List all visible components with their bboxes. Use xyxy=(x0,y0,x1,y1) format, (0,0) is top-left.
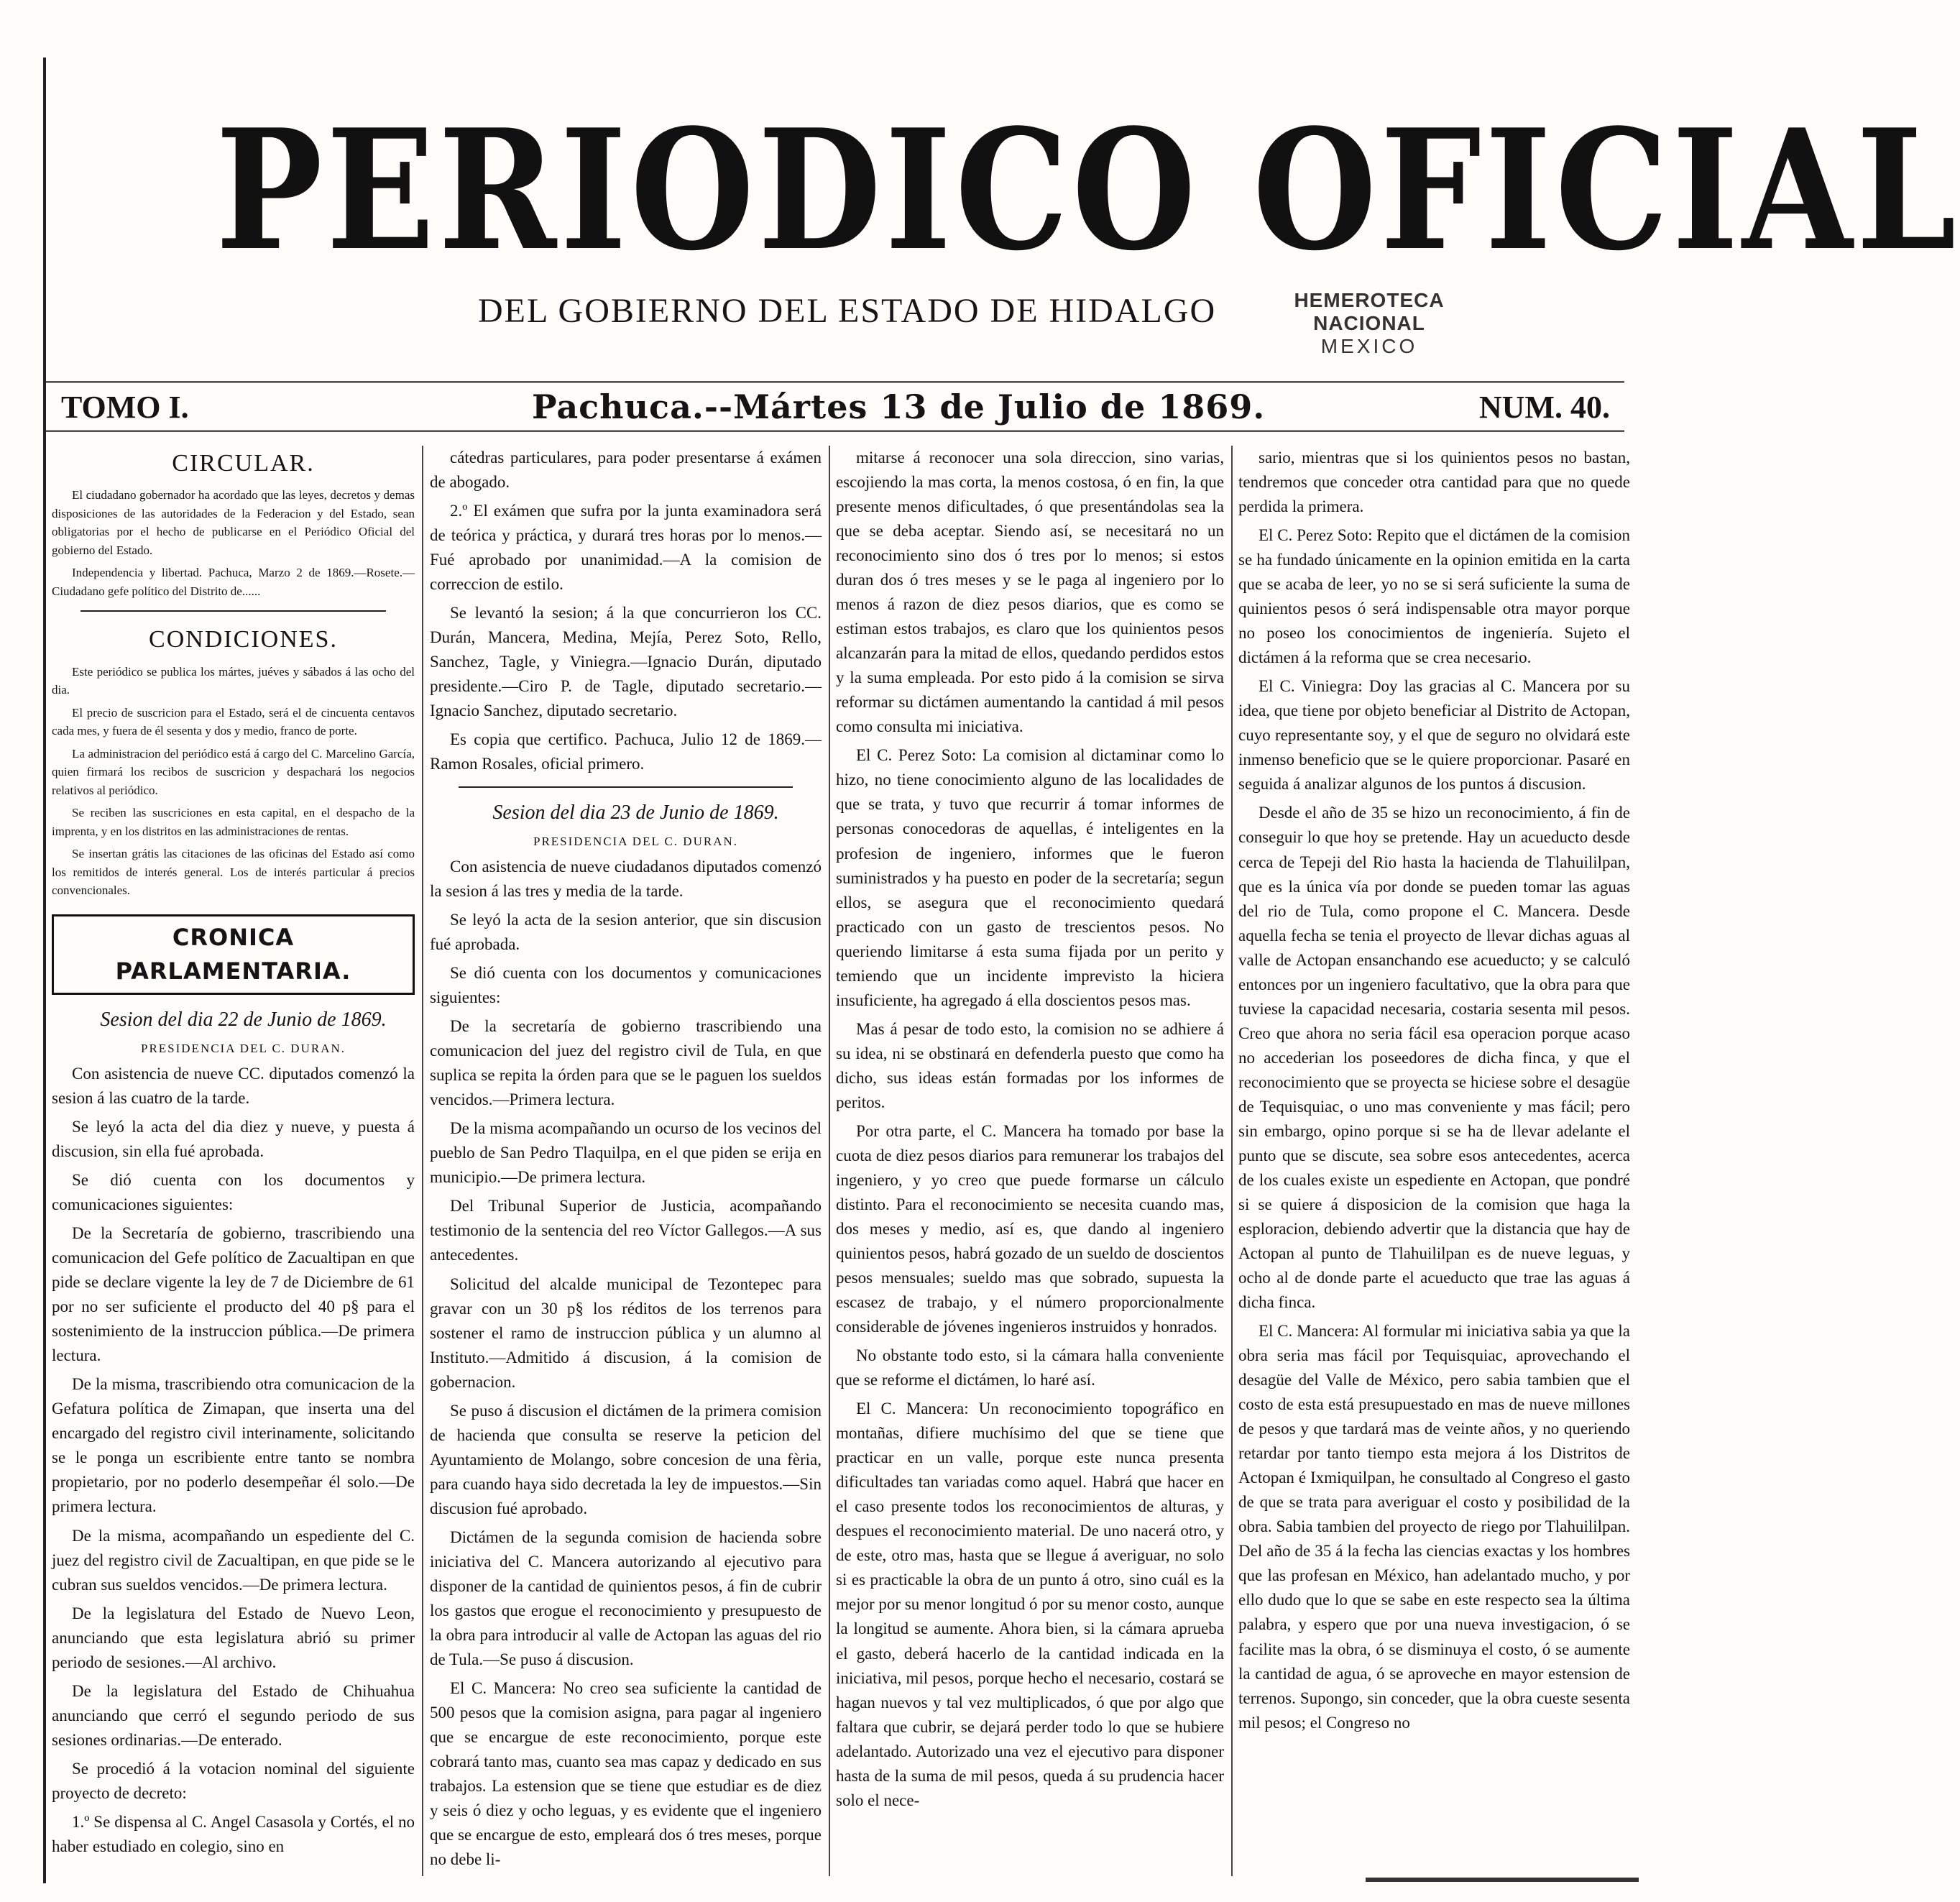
paragraph: Dictámen de la segunda comision de hacienda sobre iniciativa del C. Mancera autorizando al ejecutivo para disponer de la cantidad de quinientos pesos, á fin de cubrir los gastos que erogue el reconocimiento y presupuesto de la obra para introducir al valle de Actopan las aguas del rio de Tula.—Se puso á discusion. xyxy=(430,1527,822,1668)
circular-heading: CIRCULAR. xyxy=(172,450,315,477)
paragraph: De la legislatura del Estado de Nuevo Leon, anunciando que esta legislatura abrió su primer periodo de sesiones.—Al archivo. xyxy=(52,1604,415,1671)
paragraph: Por otra parte, el C. Mancera ha tomado por base la cuota de diez pesos diarios para remunerar los trabajos del ingeniero, y yo creo que puede formarse un cálculo distinto. Para el reconocimiento se necesita cuando mas, dos meses y medio, así es, que dando al ingeniero quinientos pesos, habrá gozado de un sueldo de doscientos pesos mensuales; sueldo mas que sobrado, supuesta la escasez de trabajo, y el número proporcionalmente considerable de jóvenes ingenieros instruidos y honrados. xyxy=(836,1121,1224,1336)
paragraph: El C. Mancera: Al formular mi iniciativa sabia ya que la obra seria mas fácil por Tequisquiac, aprovechando el desagüe del Valle de México, pero sabia tambien que el costo de esta está presupuestado en mas de nueve millones de pesos y que tardará mas de veinte años, y no queriendo retardar por tanto tiempo esta mejora á los Distritos de Actopan é Ixmiquilpan, he consultado al Congreso el gasto de que se trata para averiguar el costo y posibilidad de la obra. Sabia tambien del proyecto de riego por Tlahuililpan. Del año de 35 á la fecha las ciencias exactas y los hombres que las profesan en México, han adelantado mucho, y por ello dudo que lo que se sabe en este respecto sea la última palabra, y espero que por una nueva investigacion, ó se facilite mas la obra, ó se disminuya el costo, ó se aumente la cantidad de agua, ó se aproveche en mayor estension de terrenos. Supongo, sin conceder, que la obra cueste sesenta mil pesos; el Congreso no xyxy=(1238,1322,1630,1732)
paragraph: El C. Viniegra: Doy las gracias al C. Mancera por su idea, que tiene por objeto beneficiar al Distrito de Actopan, cuyo representante soy, y el que de seguro no olvidará este inmenso beneficio que se le quiere proporcionar. Pasaré en seguida á analizar algunos de los puntos á discusion. xyxy=(1238,677,1630,794)
dateline-bar xyxy=(43,381,1624,432)
paragraph: De la legislatura del Estado de Chihuahua anunciando que cerró el segundo periodo de sus sesiones ordinarias.—De enterado. xyxy=(52,1681,415,1749)
condiciones-heading: CONDICIONES. xyxy=(149,626,338,653)
column-4 xyxy=(1238,446,1630,1876)
divider xyxy=(80,610,386,612)
paragraph: El C. Perez Soto: Repito que el dictámen de la comision se ha fundado únicamente en la opinion emitida en la carta que se acaba de leer, yo no se si será suficiente la suma de quinientos pesos ó será indispensable otra mayor porque no poseo los conocimientos de ingeniería. Sujeto el dictámen á la reforma que se crea necesario. xyxy=(1238,526,1630,667)
masthead-subtitle: DEL GOBIERNO DEL ESTADO DE HIDALGO xyxy=(478,292,1217,330)
paragraph: cátedras particulares, para poder presentarse á exámen de abogado. xyxy=(430,449,822,492)
paragraph: Se leyó la acta del dia diez y nueve, y puesta á discusion, sin ella fué aprobada. xyxy=(52,1118,415,1161)
column-2 xyxy=(430,446,822,1876)
left-margin-rule xyxy=(43,58,46,1883)
stamp-line-1: HEMEROTECA NACIONAL xyxy=(1294,289,1445,335)
paragraph: Con asistencia de nueve ciudadanos diputados comenzó la sesion á las tres y media de la tarde. xyxy=(430,858,822,901)
bottom-rule xyxy=(1366,1878,1639,1882)
paragraph: mitarse á reconocer una sola direccion, sino varias, escojiendo la mas corta, la menos costosa, ó en fin, la que presente menos dificultades, ó que presentándolas sea la que se deba aceptar. Siendo así, se necesitará no un reconocimiento sino dos ó tres por lo menos; si estos duran dos ó tres meses y se le paga al ingeniero por lo menos á razon de diez pesos diarios, que es como se estiman estos trabajos, es claro que los quinientos pesos alcanzarán para la mitad de ellos, quedando perdidos estos y la suma empleada. Por esto pido á la comision se sirva reformar su dictámen aumentando la cantidad á mil pesos como consulta mi iniciativa. xyxy=(836,449,1224,736)
paragraph: Del Tribunal Superior de Justicia, acompañando testimonio de la sentencia del reo Víctor Gallegos.—A sus antecedentes. xyxy=(430,1197,822,1264)
circular-text: El ciudadano gobernador ha acordado que las leyes, decretos y demas disposiciones de las autoridades de la Federacion y del Estado, sean obligatorias por el hecho de publicarse en el Periódico Oficial del gobierno del Estado. xyxy=(52,488,415,557)
divider xyxy=(459,786,793,788)
issue-number: NUM. 40. xyxy=(1478,390,1610,425)
session-title: Sesion del dia 22 de Junio de 1869. xyxy=(100,1009,387,1032)
paragraph: De la misma, acompañando un espediente del C. juez del registro civil de Zacualtipan, en que pide se le cubran sus sueldos vencidos.—De primera lectura. xyxy=(52,1526,415,1594)
issue-date: Pachuca.--Mártes 13 de Julio de 1869. xyxy=(532,387,1266,426)
paragraph: Se dió cuenta con los documentos y comunicaciones siguientes: xyxy=(52,1171,415,1214)
presidency-line: PRESIDENCIA DEL C. DURAN. xyxy=(533,834,739,848)
paragraph: De la Secretaría de gobierno, trascribiendo una comunicacion del Gefe político de Zacualtipan en que pide se declare vigente la ley de 7 de Diciembre de 61 por no ser suficiente el producto del 40 p§ para el sostenimiento de la instruccion pública.—De primera lectura. xyxy=(52,1224,415,1365)
condicion-2: El precio de suscricion para el Estado, será el de cincuenta centavos cada mes, y fuera de él sesenta y dos y medio, franco de porte. xyxy=(52,705,415,738)
condicion-3: La administracion del periódico está á cargo del C. Marcelino García, quien firmará los recibos de suscricion y despachará los negocios relativos al periódico. xyxy=(52,746,415,797)
paragraph: Con asistencia de nueve CC. diputados comenzó la sesion á las cuatro de la tarde. xyxy=(52,1064,415,1107)
condicion-5: Se insertan grátis las citaciones de las oficinas del Estado así como los remitidos de interés general. Los de interés particular á precios convencionales. xyxy=(52,847,415,898)
presidency-line: PRESIDENCIA DEL C. DURAN. xyxy=(140,1041,346,1055)
column-1 xyxy=(52,446,415,1876)
paragraph: El C. Mancera: No creo sea suficiente la cantidad de 500 pesos que la comision asigna, para pagar al ingeniero que se encargue de este reconocimiento, porque este cobrará tanto mas, cuanto sea mas capaz y dedicado en sus trabajos. La estension que se tiene que estudiar es de diez y seis ó diez y ocho leguas, y es evidente que el ingeniero que se encargue de esto, empleará dos ó tres meses, porque no debe li- xyxy=(430,1679,822,1869)
paragraph: Es copia que certifico. Pachuca, Julio 12 de 1869.—Ramon Rosales, oficial primero. xyxy=(430,730,822,773)
paragraph: De la misma acompañando un ocurso de los vecinos del pueblo de San Pedro Tlaquilpa, en el que piden se erija en municipio.—De primera lectura. xyxy=(430,1119,822,1187)
session-title: Sesion del dia 23 de Junio de 1869. xyxy=(492,801,779,824)
paragraph: De la misma, trascribiendo otra comunicacion de la Gefatura política de Zimapan, que inserta una del encargado del registro civil interinamente, solicitando se le ponga un escribiente entre tanto se nombra propietario, por no poderlo desempeñar él solo.—De primera lectura. xyxy=(52,1375,415,1516)
paragraph: 1.º Se dispensa al C. Angel Casasola y Cortés, el no haber estudiado en colegio, sino en xyxy=(52,1812,415,1855)
column-separator xyxy=(422,446,423,1876)
paragraph: Solicitud del alcalde municipal de Tezontepec para gravar con un 30 p§ los réditos de los terrenos para sostener el ramo de instruccion pública y un alumno al Instituto.—Admitido á discusion, á la comision de gobernacion. xyxy=(430,1274,822,1391)
column-3 xyxy=(836,446,1224,1876)
paragraph: 2.º El exámen que sufra por la junta examinadora será de teórica y práctica, y durará tres horas por lo menos.—Fué aprobado por unanimidad.—A la comision de correccion de estilo. xyxy=(430,502,822,594)
paragraph: Se procedió á la votacion nominal del siguiente proyecto de decreto: xyxy=(52,1759,415,1802)
column-separator xyxy=(1231,446,1233,1876)
paragraph: Desde el año de 35 se hizo un reconocimiento, á fin de conseguir lo que hoy se pretende. Hay un acueducto desde cerca de Tepeji del Rio hasta la hacienda de Tlahuililpan, que es la única vía por donde se pueden tomar las aguas del rio de Tula, como propone el C. Mancera. Desde aquella fecha se tenia el proyecto de llevar dichas aguas al valle de Actopan ensanchando ese acueducto; y se calculó entonces por un ingeniero facultativo, que la obra para que tuviese la capacidad necesaria, costaria sesenta mil pesos. Creo que ahora no seria fácil esa operacion porque acaso no accederian los poseedores de dicha finca, y que el reconocimiento que se proyecta se hiciese sobre el desagüe de Tequisquiac, o uno mas conveniente y mas fácil; pero sin embargo, opino porque si se ha de llevar adelante el punto que se discute, sea sobre esos antecedentes, acerca de los cuales existe un espediente en Actopan, que pondré si se quiere á disposicion de la comision que haga la esploracion, debiendo advertir que la distancia que hay de Actopan al punto de Tlahuililpan es de nueve leguas, y ocho al de donde parte el acueducto que trae las aguas á dicha finca. xyxy=(1238,804,1630,1312)
circular-signature: Independencia y libertad. Pachuca, Marzo 2 de 1869.—Rosete.—Ciudadano gefe político del Distrito de...... xyxy=(52,566,415,598)
paragraph: sario, mientras que si los quinientos pesos no bastan, tendremos que conceder otra cantidad para que no quede perdida la primera. xyxy=(1238,449,1630,516)
stamp-line-2: MEXICO xyxy=(1320,335,1418,358)
volume-label: TOMO I. xyxy=(61,390,189,425)
paragraph: Se puso á discusion el dictámen de la primera comision de hacienda que consulta se reserve la peticion del Ayuntamiento de Molango, sobre concesion de una fèria, para cuando haya sido decretada la ley de impuestos.—Sin discusion fué aprobado. xyxy=(430,1401,822,1517)
paragraph: Se leyó la acta de la sesion anterior, que sin discusion fué aprobada. xyxy=(430,911,822,954)
paragraph: De la secretaría de gobierno trascribiendo una comunicacion del juez del registro civil de Tula, en que suplica se repita la órden para que se le paguen los sueldos vencidos.—Primera lectura. xyxy=(430,1017,822,1109)
cronica-banner: CRONICA PARLAMENTARIA. xyxy=(52,914,415,996)
paragraph: Se dió cuenta con los documentos y comunicaciones siguientes: xyxy=(430,964,822,1007)
paragraph: El C. Perez Soto: La comision al dictaminar como lo hizo, no tiene conocimiento alguno de las localidades de que se trata, y tuvo que recurrir á tomar informes de personas conocedoras de aquellas, é inteligentes en la profesion de ingeniero, informes que le fueron suministrados y ha puesto en poder de la secretaría; segun ellos, se asegura que el reconocimiento quedará practicado con un gasto de trescientos pesos. No queriendo limitarse á esta suma fijada por un perito y temiendo que un incidente imprevisto la hiciera insuficiente, ha agregado á ella doscientos pesos mas. xyxy=(836,746,1224,1009)
condicion-1: Este periódico se publica los mártes, juéves y sábados á las ocho del dia. xyxy=(52,664,415,697)
condicion-4: Se reciben las suscriciones en esta capital, en el despacho de la imprenta, y en los distritos en las administraciones de rentas. xyxy=(52,806,415,838)
library-stamp xyxy=(1261,289,1477,359)
masthead-title: PERIODICO OFICIAL xyxy=(216,93,1960,288)
paragraph: No obstante todo esto, si la cámara halla conveniente que se reforme el dictámen, lo haré así. xyxy=(836,1346,1224,1389)
paragraph: El C. Mancera: Un reconocimiento topográfico en montañas, difiere muchísimo del que se tiene que practicar en un valle, porque este nunca presenta dificultades tan variadas como aquel. Habrá que hacer en el caso presente todos los reconocimientos de alturas, y despues el reconocimiento material. De uno nacerá otro, y de este, otro mas, hasta que se llegue á averiguar, no solo si es practicable la obra de un punto á otro, sino cuál es la mejor por su menor longitud ó por su menor costo, aunque la longitud se aumente. Ahora bien, si la cámara aprueba el gasto, deberá hacerlo de la cantidad indicada en la iniciativa, mil pesos, porque hecho el necesario, costará se hagan nuevos y tal vez multiplicados, ó que por algo que faltara que cubrir, se dejará perder todo lo que se hubiere adelantado. Autorizado una vez el ejecutivo para disponer hasta de la suma de mil pesos, queda á su prudencia hacer solo el nece- xyxy=(836,1400,1224,1809)
paragraph: Se levantó la sesion; á la que concurrieron los CC. Durán, Mancera, Medina, Mejía, Perez Soto, Rello, Sanchez, Tagle, y Viniegra.—Ignacio Durán, diputado presidente.—Ciro P. de Tagle, diputado secretario.—Ignacio Sanchez, diputado secretario. xyxy=(430,604,822,720)
column-separator xyxy=(829,446,830,1876)
paragraph: Mas á pesar de todo esto, la comision no se adhiere á su idea, ni se obstinará en defenderla puesto que como ha dicho, sus ideas están formadas por los informes de peritos. xyxy=(836,1019,1224,1111)
